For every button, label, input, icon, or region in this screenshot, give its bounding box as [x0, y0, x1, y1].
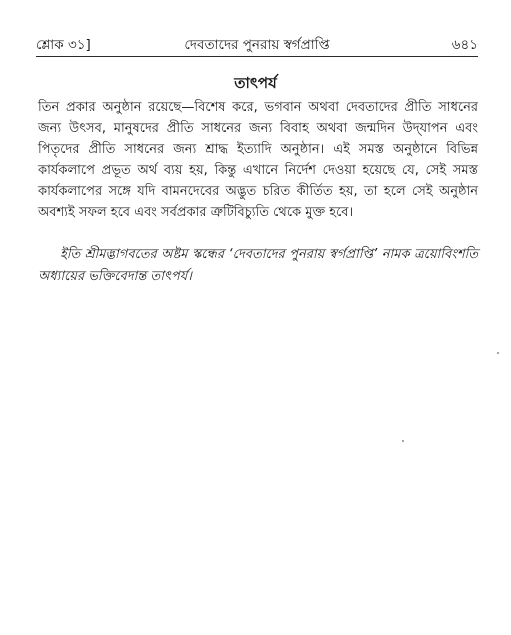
running-head	[36, 34, 478, 54]
verse-reference: শ্লোক ৩১]	[36, 37, 91, 53]
scan-speck	[497, 352, 499, 354]
header-rule	[36, 56, 478, 57]
colophon-paragraph: ইতি শ্রীমদ্ভাগবতের অষ্টম স্কন্ধের ‘দেবতাদের পুনরায় স্বর্গপ্রাপ্তি’ নামক ত্রয়োবিংশতি অধ্যায়ের ভক্তিবেদান্ত তাৎপর্য।	[38, 247, 478, 284]
scan-speck	[402, 440, 404, 442]
chapter-colophon	[38, 244, 478, 288]
page-number: ৬৪১	[451, 37, 478, 53]
purport-body	[38, 97, 478, 223]
chapter-title: দেবতাদের পুনরায় স্বর্গপ্রাপ্তি	[184, 37, 330, 53]
purport-paragraph: তিন প্রকার অনুষ্ঠান রয়েছে—বিশেষ করে, ভগবান অথবা দেবতাদের প্রীতি সাধনের জন্য উৎসব, মানুষদের প্রীতি সাধনের জন্য বিবাহ অথবা জন্মদিন উদ্‌যাপন এবং পিতৃদের প্রীতি সাধনের জন্য শ্রাদ্ধ ইত্যাদি অনুষ্ঠান। এই সমস্ত অনুষ্ঠানে বিভিন্ন কার্যকলাপে প্রভূত অর্থ ব্যয় হয়, কিন্তু এখানে নির্দেশ দেওয়া হয়েছে যে, সেই সমস্ত কার্যকলাপের সঙ্গে যদি বামনদেবের অদ্ভুত চরিত কীর্তিত হয়, তা হলে সেই অনুষ্ঠান অবশ্যই সফল হবে এবং সর্বপ্রকার ত্রুটিবিচ্যুতি থেকে মুক্ত হবে।	[38, 100, 478, 220]
section-title: তাৎপর্য	[234, 74, 277, 92]
